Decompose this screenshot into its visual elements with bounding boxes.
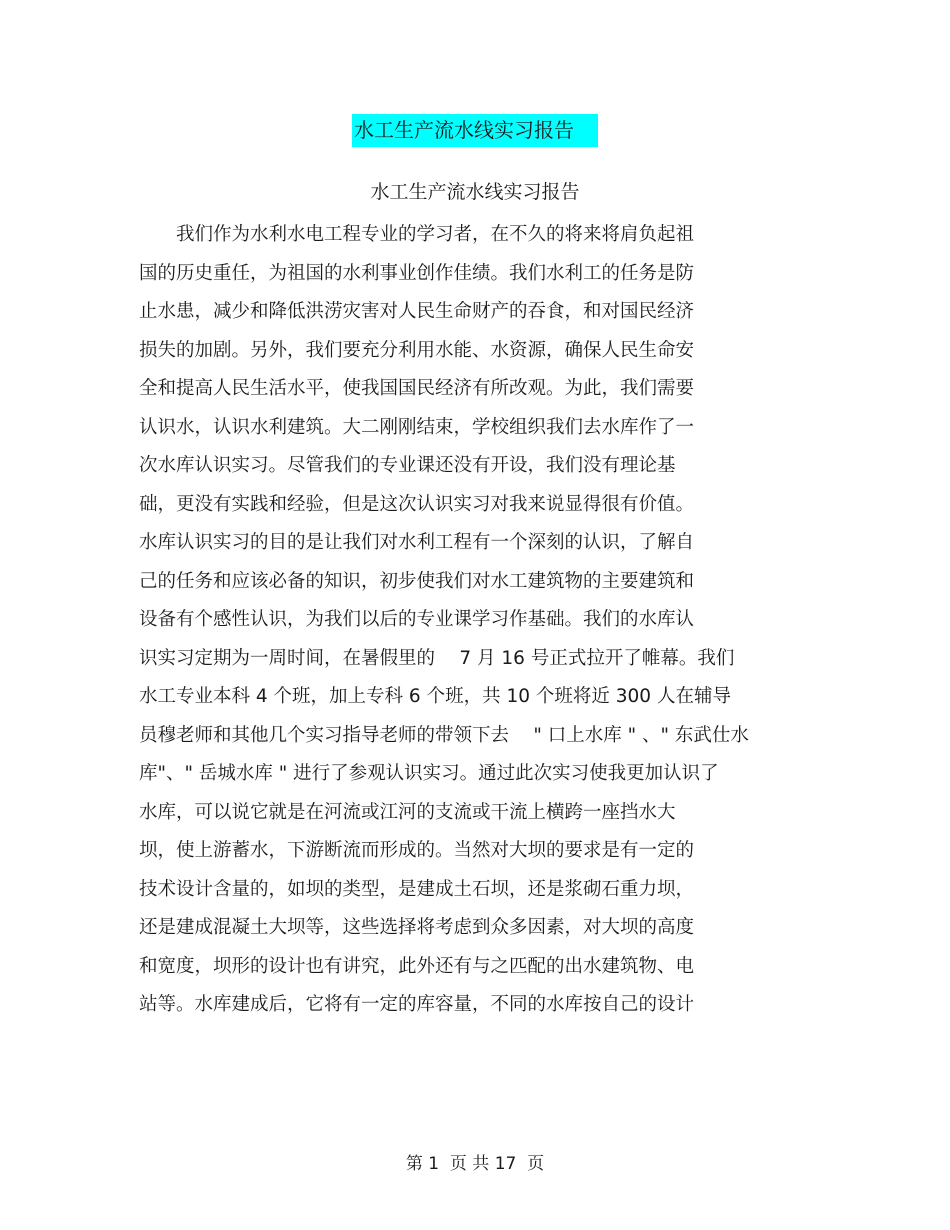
body-line: 全和提高人民生活水平，使我国国民经济有所改观。为此，我们需要 [139, 378, 695, 399]
body-line: 还是建成混凝土大坝等，这些选择将考虑到众多因素，对大坝的高度 [139, 917, 695, 938]
body-line: 站等。水库建成后，它将有一定的库容量，不同的水库按自己的设计 [139, 994, 695, 1015]
body-text [139, 220, 819, 1029]
body-line: 库"、" 岳城水库 " 进行了参观认识实习。通过此次实习使我更加认识了 [139, 763, 719, 784]
body-line: 员穆老师和其他几个实习指导老师的带领下去 " 口上水库 " 、" 东武仕水 [139, 724, 749, 746]
body-line: 己的任务和应该必备的知识，初步使我们对水工建筑物的主要建筑和 [139, 570, 695, 592]
body-line: 国的历史重任，为祖国的水利事业创作佳绩。我们水利工的任务是防 [139, 262, 695, 284]
body-line: 水库认识实习的目的是让我们对水利工程有一个深刻的认识，了解自 [139, 532, 695, 553]
body-line: 止水患，减少和降低洪涝灾害对人民生命财产的吞食，和对国民经济 [139, 301, 695, 322]
body-line: 础，更没有实践和经验，但是这次认识实习对我来说显得很有价值。 [139, 493, 695, 515]
body-line: 和宽度，坝形的设计也有讲究，此外还有与之匹配的出水建筑物、电 [139, 955, 695, 977]
body-line: 设备有个感性认识，为我们以后的专业课学习作基础。我们的水库认 [139, 609, 695, 630]
document-title: 水工生产流水线实习报告 [352, 114, 598, 147]
body-line: 认识水，认识水利建筑。大二刚刚结束，学校组织我们去水库作了一 [139, 416, 695, 438]
page-footer: 第 1 页 共 17 页 [405, 1154, 545, 1174]
title-container [0, 114, 950, 147]
document-subtitle: 水工生产流水线实习报告 [370, 181, 580, 203]
body-line: 识实习定期为一周时间，在暑假里的 7 月 16 号正式拉开了帷幕。我们 [139, 647, 735, 669]
body-line: 损失的加剧。另外，我们要充分利用水能、水资源，确保人民生命安 [139, 339, 695, 361]
body-line: 坝，使上游蓄水，下游断流而形成的。当然对大坝的要求是有一定的 [139, 840, 695, 861]
body-line: 水工专业本科 4 个班，加上专科 6 个班，共 10 个班将近 300 人在辅导 [139, 686, 731, 707]
body-line: 技术设计含量的，如坝的类型，是建成土石坝，还是浆砌石重力坝， [139, 878, 695, 900]
body-line: 水库，可以说它就是在河流或江河的支流或干流上横跨一座挡水大 [139, 801, 676, 823]
body-line: 我们作为水利水电工程专业的学习者，在不久的将来将肩负起祖 [139, 224, 695, 245]
body-line: 次水库认识实习。尽管我们的专业课还没有开设，我们没有理论基 [139, 455, 676, 476]
